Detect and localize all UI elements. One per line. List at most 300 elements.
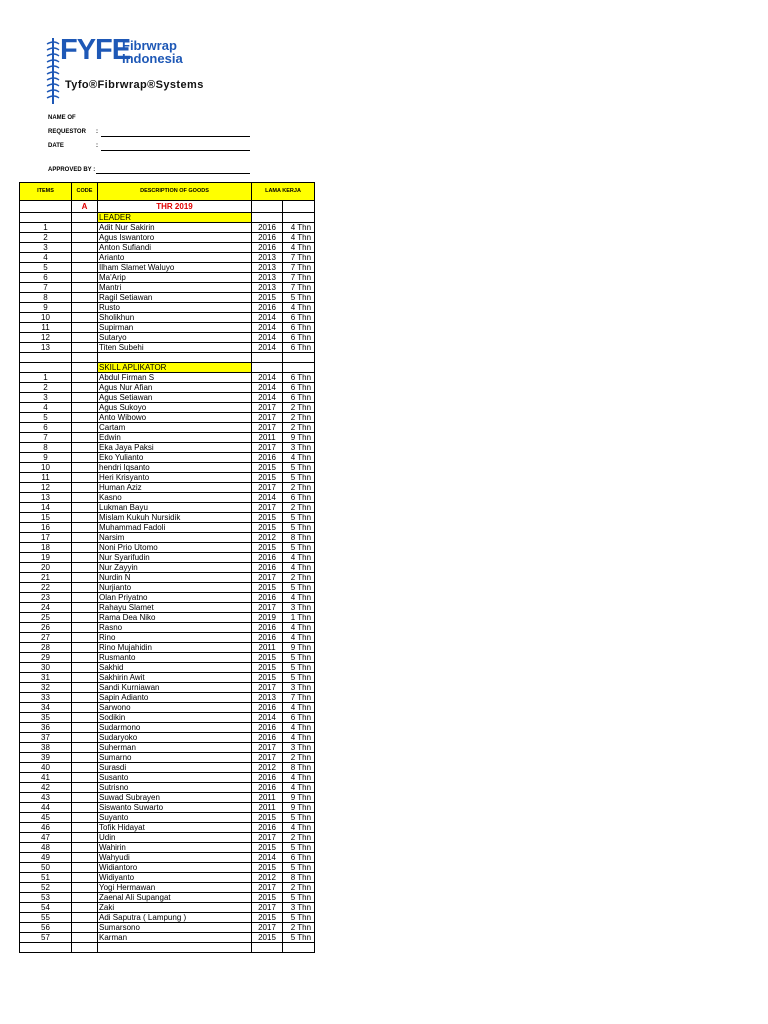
code-cell	[72, 913, 98, 923]
employee-name: Surasdi	[98, 763, 252, 773]
name-of-label: NAME OF	[48, 115, 76, 121]
logo-tagline: Tyfo®Fibrwrap®Systems	[65, 79, 204, 91]
employee-name: Sapin Adianto	[98, 693, 252, 703]
lama-kerja: 5 Thn	[283, 893, 315, 903]
thr-table-body	[20, 183, 315, 953]
table-row	[20, 273, 315, 283]
start-year: 2016	[252, 623, 283, 633]
lama-kerja: 6 Thn	[283, 333, 315, 343]
start-year: 2015	[252, 673, 283, 683]
item-number: 8	[20, 443, 72, 453]
code-cell	[72, 893, 98, 903]
table-row	[20, 923, 315, 933]
item-number: 11	[20, 473, 72, 483]
table-row	[20, 443, 315, 453]
code-cell	[72, 443, 98, 453]
item-number: 15	[20, 513, 72, 523]
table-row	[20, 773, 315, 783]
employee-name: Rasno	[98, 623, 252, 633]
code-cell	[72, 753, 98, 763]
item-number: 7	[20, 433, 72, 443]
date-colon: :	[96, 143, 98, 149]
start-year: 2015	[252, 813, 283, 823]
item-number: 33	[20, 693, 72, 703]
code-cell	[72, 533, 98, 543]
employee-name: Sarwono	[98, 703, 252, 713]
table-row	[20, 593, 315, 603]
employee-name: Ma'Arip	[98, 273, 252, 283]
item-number: 21	[20, 573, 72, 583]
item-number: 35	[20, 713, 72, 723]
lama-kerja: 8 Thn	[283, 873, 315, 883]
code-cell	[72, 343, 98, 353]
header-code: CODE	[72, 183, 98, 201]
start-year: 2013	[252, 273, 283, 283]
start-year: 2015	[252, 473, 283, 483]
code-cell	[72, 293, 98, 303]
start-year: 2016	[252, 773, 283, 783]
start-year: 2015	[252, 933, 283, 943]
item-number: 9	[20, 303, 72, 313]
code-cell	[72, 733, 98, 743]
employee-name: Ilham Slamet Waluyo	[98, 263, 252, 273]
table-row	[20, 643, 315, 653]
start-year: 2014	[252, 333, 283, 343]
start-year: 2014	[252, 323, 283, 333]
code-cell	[72, 933, 98, 943]
empty-cell	[252, 213, 283, 223]
empty-cell	[72, 353, 98, 363]
lama-kerja: 5 Thn	[283, 523, 315, 533]
start-year: 2017	[252, 683, 283, 693]
start-year: 2017	[252, 883, 283, 893]
table-row	[20, 563, 315, 573]
employee-name: Agus Iswantoro	[98, 233, 252, 243]
table-row	[20, 763, 315, 773]
item-number: 53	[20, 893, 72, 903]
employee-name: Sandi Kurniawan	[98, 683, 252, 693]
table-row	[20, 573, 315, 583]
table-row	[20, 913, 315, 923]
table-row	[20, 293, 315, 303]
employee-name: Human Aziz	[98, 483, 252, 493]
code-cell	[72, 793, 98, 803]
start-year: 2013	[252, 283, 283, 293]
start-year: 2016	[252, 223, 283, 233]
item-number: 13	[20, 493, 72, 503]
start-year: 2012	[252, 763, 283, 773]
lama-kerja: 5 Thn	[283, 673, 315, 683]
employee-name: Rahayu Slamet	[98, 603, 252, 613]
employee-name: Arianto	[98, 253, 252, 263]
item-number: 26	[20, 623, 72, 633]
group-row	[20, 213, 315, 223]
item-number: 10	[20, 313, 72, 323]
lama-kerja: 9 Thn	[283, 643, 315, 653]
table-row	[20, 893, 315, 903]
lama-kerja: 6 Thn	[283, 853, 315, 863]
code-cell	[72, 323, 98, 333]
code-cell	[72, 843, 98, 853]
item-number: 3	[20, 393, 72, 403]
empty-cell	[252, 943, 283, 953]
lama-kerja: 5 Thn	[283, 913, 315, 923]
code-cell	[72, 313, 98, 323]
code-cell	[72, 283, 98, 293]
table-row	[20, 343, 315, 353]
code-cell	[72, 703, 98, 713]
table-row	[20, 793, 315, 803]
empty-cell	[72, 943, 98, 953]
table-row	[20, 483, 315, 493]
lama-kerja: 4 Thn	[283, 633, 315, 643]
lama-kerja: 4 Thn	[283, 723, 315, 733]
start-year: 2016	[252, 553, 283, 563]
employee-name: Suwad Subrayen	[98, 793, 252, 803]
lama-kerja: 6 Thn	[283, 313, 315, 323]
item-number: 48	[20, 843, 72, 853]
item-number: 7	[20, 283, 72, 293]
employee-name: hendri Iqsanto	[98, 463, 252, 473]
code-cell	[72, 453, 98, 463]
logo-subtitle	[122, 39, 183, 65]
item-number: 27	[20, 633, 72, 643]
code-cell	[72, 723, 98, 733]
empty-cell	[20, 363, 72, 373]
table-row	[20, 553, 315, 563]
item-number: 37	[20, 733, 72, 743]
table-row	[20, 503, 315, 513]
empty-cell	[72, 213, 98, 223]
header-items: ITEMS	[20, 183, 72, 201]
lama-kerja: 5 Thn	[283, 813, 315, 823]
approved-by-field[interactable]	[96, 173, 250, 174]
start-year: 2017	[252, 753, 283, 763]
item-number: 44	[20, 803, 72, 813]
table-row	[20, 903, 315, 913]
table-row	[20, 633, 315, 643]
employee-name: Yogi Hermawan	[98, 883, 252, 893]
empty-cell	[98, 353, 252, 363]
code-cell	[72, 433, 98, 443]
item-number: 17	[20, 533, 72, 543]
code-cell	[72, 653, 98, 663]
empty-cell	[98, 943, 252, 953]
code-cell	[72, 583, 98, 593]
item-number: 39	[20, 753, 72, 763]
lama-kerja: 4 Thn	[283, 243, 315, 253]
start-year: 2016	[252, 243, 283, 253]
table-row	[20, 533, 315, 543]
code-cell	[72, 523, 98, 533]
table-row	[20, 583, 315, 593]
table-row	[20, 413, 315, 423]
start-year: 2011	[252, 433, 283, 443]
start-year: 2011	[252, 803, 283, 813]
lama-kerja: 5 Thn	[283, 293, 315, 303]
item-number: 42	[20, 783, 72, 793]
code-cell	[72, 303, 98, 313]
date-field[interactable]	[101, 150, 250, 151]
employee-name: Mislam Kukuh Nursidik	[98, 513, 252, 523]
lama-kerja: 2 Thn	[283, 503, 315, 513]
start-year: 2014	[252, 853, 283, 863]
employee-name: Sudaryoko	[98, 733, 252, 743]
table-row	[20, 853, 315, 863]
table-row	[20, 823, 315, 833]
lama-kerja: 7 Thn	[283, 253, 315, 263]
lama-kerja: 4 Thn	[283, 593, 315, 603]
employee-name: Heri Krisyanto	[98, 473, 252, 483]
item-number: 4	[20, 403, 72, 413]
code-cell	[72, 633, 98, 643]
start-year: 2014	[252, 343, 283, 353]
code-cell	[72, 473, 98, 483]
code-cell	[72, 513, 98, 523]
empty-cell	[252, 353, 283, 363]
code-cell	[72, 243, 98, 253]
table-row	[20, 463, 315, 473]
start-year: 2015	[252, 463, 283, 473]
start-year: 2017	[252, 833, 283, 843]
group-label: LEADER	[98, 213, 252, 223]
employee-name: Olan Priyatno	[98, 593, 252, 603]
start-year: 2015	[252, 863, 283, 873]
item-number: 18	[20, 543, 72, 553]
table-row	[20, 673, 315, 683]
empty-cell	[283, 943, 315, 953]
empty-cell	[283, 353, 315, 363]
lama-kerja: 2 Thn	[283, 573, 315, 583]
employee-name: Narsim	[98, 533, 252, 543]
lama-kerja: 8 Thn	[283, 533, 315, 543]
table-row	[20, 263, 315, 273]
lama-kerja: 7 Thn	[283, 283, 315, 293]
lama-kerja: 5 Thn	[283, 663, 315, 673]
employee-name: Adit Nur Sakirin	[98, 223, 252, 233]
lama-kerja: 6 Thn	[283, 323, 315, 333]
table-row	[20, 693, 315, 703]
item-number: 24	[20, 603, 72, 613]
item-number: 14	[20, 503, 72, 513]
table-row	[20, 283, 315, 293]
item-number: 28	[20, 643, 72, 653]
lama-kerja: 5 Thn	[283, 843, 315, 853]
lama-kerja: 7 Thn	[283, 693, 315, 703]
employee-name: Eka Jaya Paksi	[98, 443, 252, 453]
employee-name: Rino	[98, 633, 252, 643]
start-year: 2015	[252, 523, 283, 533]
employee-name: Susanto	[98, 773, 252, 783]
code-cell	[72, 263, 98, 273]
start-year: 2011	[252, 793, 283, 803]
lama-kerja: 3 Thn	[283, 603, 315, 613]
start-year: 2016	[252, 593, 283, 603]
lama-kerja: 6 Thn	[283, 393, 315, 403]
lama-kerja: 6 Thn	[283, 493, 315, 503]
start-year: 2015	[252, 893, 283, 903]
code-cell	[72, 603, 98, 613]
code-cell	[72, 923, 98, 933]
lama-kerja: 4 Thn	[283, 733, 315, 743]
start-year: 2012	[252, 533, 283, 543]
employee-name: Cartam	[98, 423, 252, 433]
start-year: 2017	[252, 743, 283, 753]
lama-kerja: 2 Thn	[283, 483, 315, 493]
employee-name: Udin	[98, 833, 252, 843]
employee-name: Sutrisno	[98, 783, 252, 793]
start-year: 2017	[252, 483, 283, 493]
employee-name: Rusto	[98, 303, 252, 313]
logo-brand: FYFE	[60, 34, 131, 66]
table-row	[20, 883, 315, 893]
item-number: 56	[20, 923, 72, 933]
table-row	[20, 683, 315, 693]
item-number: 9	[20, 453, 72, 463]
start-year: 2017	[252, 413, 283, 423]
lama-kerja: 3 Thn	[283, 443, 315, 453]
start-year: 2015	[252, 543, 283, 553]
start-year: 2016	[252, 303, 283, 313]
item-number: 13	[20, 343, 72, 353]
table-row	[20, 383, 315, 393]
table-row	[20, 703, 315, 713]
employee-name: Suyanto	[98, 813, 252, 823]
item-number: 16	[20, 523, 72, 533]
table-header-row	[20, 183, 315, 201]
table-row	[20, 253, 315, 263]
item-number: 36	[20, 723, 72, 733]
lama-kerja: 2 Thn	[283, 833, 315, 843]
item-number: 46	[20, 823, 72, 833]
section-title-row	[20, 201, 315, 213]
code-cell	[72, 773, 98, 783]
table-row	[20, 783, 315, 793]
table-row	[20, 753, 315, 763]
approved-by-label: APPROVED BY :	[48, 167, 96, 173]
item-number: 6	[20, 273, 72, 283]
lama-kerja: 3 Thn	[283, 683, 315, 693]
table-row	[20, 313, 315, 323]
start-year: 2014	[252, 493, 283, 503]
lama-kerja: 5 Thn	[283, 473, 315, 483]
spacer-row	[20, 353, 315, 363]
start-year: 2015	[252, 653, 283, 663]
employee-name: Edwin	[98, 433, 252, 443]
code-cell	[72, 543, 98, 553]
requestor-label: REQUESTOR	[48, 129, 86, 135]
lama-kerja: 5 Thn	[283, 543, 315, 553]
item-number: 19	[20, 553, 72, 563]
lama-kerja: 6 Thn	[283, 713, 315, 723]
employee-name: Karman	[98, 933, 252, 943]
start-year: 2017	[252, 423, 283, 433]
item-number: 1	[20, 223, 72, 233]
item-number: 4	[20, 253, 72, 263]
start-year: 2016	[252, 453, 283, 463]
item-number: 41	[20, 773, 72, 783]
table-row	[20, 803, 315, 813]
employee-name: Noni Prio Utomo	[98, 543, 252, 553]
start-year: 2015	[252, 293, 283, 303]
table-row	[20, 863, 315, 873]
table-row	[20, 613, 315, 623]
item-number: 34	[20, 703, 72, 713]
code-cell	[72, 783, 98, 793]
item-number: 57	[20, 933, 72, 943]
lama-kerja: 4 Thn	[283, 773, 315, 783]
code-cell	[72, 883, 98, 893]
item-number: 5	[20, 263, 72, 273]
table-row	[20, 513, 315, 523]
item-number: 30	[20, 663, 72, 673]
item-number: 12	[20, 333, 72, 343]
employee-name: Zaenal Ali Supangat	[98, 893, 252, 903]
item-number: 47	[20, 833, 72, 843]
lama-kerja: 3 Thn	[283, 743, 315, 753]
lama-kerja: 4 Thn	[283, 223, 315, 233]
item-number: 54	[20, 903, 72, 913]
code-cell	[72, 563, 98, 573]
code-cell	[72, 403, 98, 413]
employee-name: Rusmanto	[98, 653, 252, 663]
code-cell	[72, 813, 98, 823]
lama-kerja: 1 Thn	[283, 613, 315, 623]
start-year: 2017	[252, 443, 283, 453]
start-year: 2017	[252, 923, 283, 933]
logo-sub-line2: Indonesia	[122, 51, 183, 66]
item-number: 23	[20, 593, 72, 603]
requestor-field[interactable]	[101, 136, 250, 137]
start-year: 2012	[252, 873, 283, 883]
start-year: 2015	[252, 583, 283, 593]
employee-name: Wahirin	[98, 843, 252, 853]
table-row	[20, 453, 315, 463]
item-number: 8	[20, 293, 72, 303]
empty-cell	[252, 363, 283, 373]
start-year: 2016	[252, 733, 283, 743]
lama-kerja: 9 Thn	[283, 793, 315, 803]
employee-name: Ragil Setiawan	[98, 293, 252, 303]
lama-kerja: 9 Thn	[283, 803, 315, 813]
item-number: 10	[20, 463, 72, 473]
employee-name: Wahyudi	[98, 853, 252, 863]
item-number: 52	[20, 883, 72, 893]
table-row	[20, 223, 315, 233]
table-row	[20, 623, 315, 633]
empty-cell	[20, 353, 72, 363]
item-number: 50	[20, 863, 72, 873]
item-number: 11	[20, 323, 72, 333]
code-cell	[72, 673, 98, 683]
table-row	[20, 723, 315, 733]
table-row	[20, 843, 315, 853]
lama-kerja: 9 Thn	[283, 433, 315, 443]
employee-name: Widiantoro	[98, 863, 252, 873]
item-number: 32	[20, 683, 72, 693]
table-row	[20, 713, 315, 723]
lama-kerja: 4 Thn	[283, 563, 315, 573]
code-cell	[72, 553, 98, 563]
table-row	[20, 433, 315, 443]
item-number: 38	[20, 743, 72, 753]
empty-cell	[283, 363, 315, 373]
item-number: 1	[20, 373, 72, 383]
table-row	[20, 323, 315, 333]
employee-name: Suherman	[98, 743, 252, 753]
employee-name: Sumarsono	[98, 923, 252, 933]
lama-kerja: 2 Thn	[283, 413, 315, 423]
